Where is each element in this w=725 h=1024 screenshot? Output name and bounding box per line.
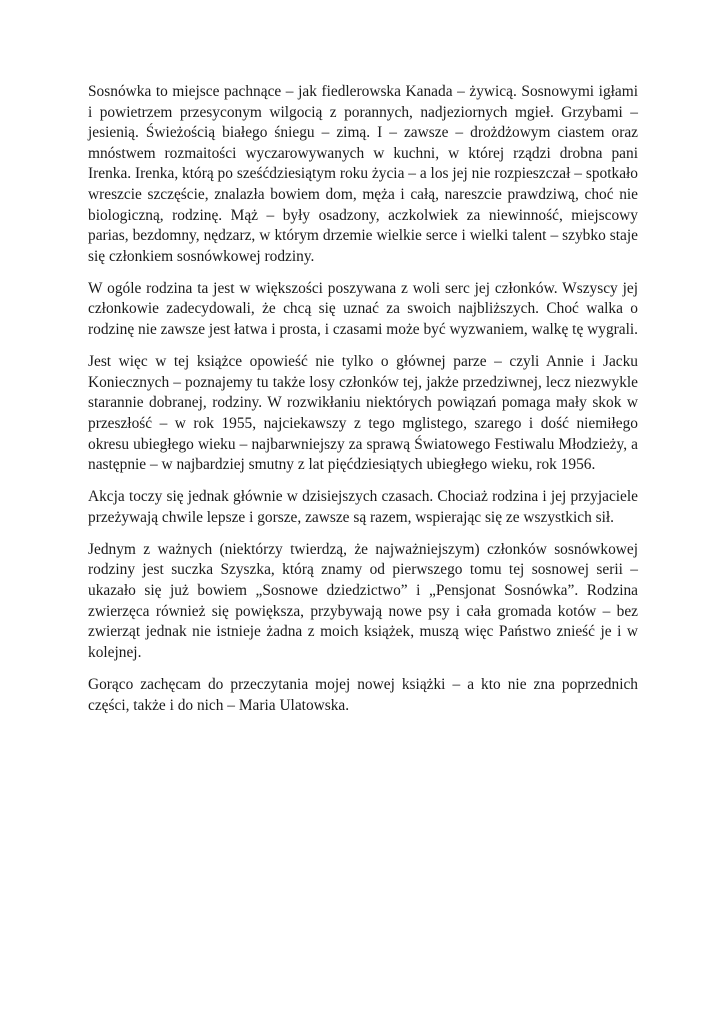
document-body [88,82,638,728]
paragraph-5: Jednym z ważnych (niektórzy twierdzą, że najważniejszym) członków sosnówkowej rodziny jest suczka Szyszka, którą znamy od pierwszego tomu tej sosnowej serii – ukazało się już bowiem „Sosnowe dziedzictwo” i „Pensjonat Sosnówka”. Rodzina zwierzęca również się powiększa, przybywają nowe psy i cała gromada kotów – bez zwierząt jednak nie istnieje żadna z moich książek, muszą więc Państwo znieść je i w kolejnej. [88,540,638,661]
paragraph-1: Sosnówka to miejsce pachnące – jak fiedlerowska Kanada – żywicą. Sosnowymi igłami i powietrzem przesyconym wilgocią z porannych, nadjeziornych mgieł. Grzybami – jesienią. Świeżością białego śniegu – zimą. I – zawsze – drożdżowym ciastem oraz mnóstwem rozmaitości wyczarowywanych w kuchni, w której rządzi drobna pani Irenka. Irenka, którą po sześćdziesiątym roku życia – a los jej nie rozpieszczał – spotkało wreszcie szczęście, znalazła bowiem dom, męża i całą, nareszcie prawdziwą, choć nie biologiczną, rodzinę. Mąż – były osadzony, aczkolwiek za niewinność, miejscowy parias, bezdomny, nędzarz, w którym drzemie wielkie serce i wielki talent – szybko staje się członkiem sosnówkowej rodziny. [88,83,638,265]
paragraph-4: Akcja toczy się jednak głównie w dzisiejszych czasach. Chociaż rodzina i jej przyjaciele przeżywają chwile lepsze i gorsze, zawsze są razem, wspierając się ze wszystkich sił. [88,488,638,526]
paragraph-2: W ogóle rodzina ta jest w większości poszywana z woli serc jej członków. Wszyscy jej członkowie zadecydowali, że chcą się uznać za swoich najbliższych. Choć walka o rodzinę nie zawsze jest łatwa i prosta, i czasami może być wyzwaniem, walkę tę wygrali. [88,279,638,339]
paragraph-6: Gorąco zachęcam do przeczytania mojej nowej książki – a kto nie zna poprzednich części, także i do nich – Maria Ulatowska. [88,675,638,714]
paragraph-3: Jest więc w tej książce opowieść nie tylko o głównej parze – czyli Annie i Jacku Koniecznych – poznajemy tu także losy członków tej, jakże przedziwnej, lecz niezwykle starannie dobranej, rodziny. W rozwikłaniu niektórych powiązań pomaga mały skok w przeszłość – w rok 1955, najciekawszy z tego mglistego, szarego i dość niemiłego okresu ubiegłego wieku – najbarwniejszy za sprawą Światowego Festiwalu Młodzieży, a następnie – w najbardziej smutny z lat pięćdziesiątych ubiegłego wieku, rok 1956. [88,353,638,474]
